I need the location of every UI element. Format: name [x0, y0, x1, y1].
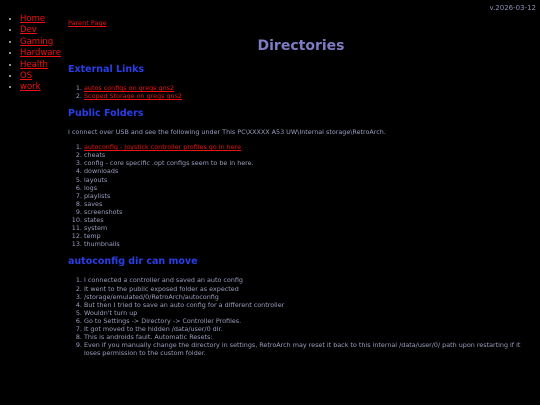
list-item: 10. states	[84, 216, 534, 224]
page-title: Directories	[257, 38, 345, 54]
list-item	[84, 84, 534, 92]
list-item: 2. It went to the public exposed folder as expected	[84, 285, 534, 293]
nav-link-health[interactable]: Health	[20, 59, 48, 70]
public-folders-section	[68, 108, 534, 248]
nav-link-work[interactable]: work	[20, 82, 41, 93]
list-item	[84, 92, 534, 100]
folder-link-autoconfig[interactable]: autoconfig - Joystick controller profiles go in here	[84, 143, 242, 152]
list-item: 4. downloads	[84, 167, 534, 175]
list-item: 5. layouts	[84, 176, 534, 184]
list-item: 3. config - core specific .opt configs seem to be in here.	[84, 159, 534, 167]
nav-item-gaming	[20, 37, 68, 48]
nav-item-health	[20, 60, 68, 71]
nav-link-hardware[interactable]: Hardware	[20, 48, 62, 59]
nav-item-work	[20, 82, 68, 93]
nav-item-home	[20, 14, 68, 25]
version-label: v.2026-03-12	[489, 4, 536, 12]
autoconfig-section	[68, 256, 534, 357]
nav-link-gaming[interactable]: Gaming	[20, 36, 54, 47]
list-item: 7. playlists	[84, 192, 534, 200]
external-links-list	[68, 84, 534, 100]
list-item: 3. /storage/emulated/0/RetroArch/autoconfig	[84, 293, 534, 301]
autoconfig-steps-list	[68, 276, 534, 357]
external-link-autos-configs[interactable]: autos configs on gregs gns2	[84, 84, 175, 92]
public-folders-heading: Public Folders	[68, 108, 144, 120]
nav-link-home[interactable]: Home	[20, 14, 46, 24]
nav-item-dev	[20, 25, 68, 36]
list-item	[84, 143, 534, 151]
list-item: 11. system	[84, 224, 534, 232]
public-folders-intro: I connect over USB and see the following under This PC\XXXXX A53 UW\Internal storage\RetroArch.	[68, 128, 386, 137]
list-item: 8. saves	[84, 200, 534, 208]
list-item: 12. temp	[84, 232, 534, 240]
main-content	[68, 10, 534, 365]
list-item: 8. This is androids fault. Automatic Resets:	[84, 333, 534, 341]
nav-link-os[interactable]: OS	[20, 71, 33, 82]
external-link-scoped-storage[interactable]: Scoped Storage on gregs gns2	[84, 92, 182, 101]
list-item: 1. I connected a controller and saved an auto config	[84, 276, 534, 284]
list-item: 9. screenshots	[84, 208, 534, 216]
public-folders-list	[68, 143, 534, 248]
autoconfig-heading: autoconfig dir can move	[68, 256, 198, 268]
list-item: 4. But then I tried to save an auto config for a different controller	[84, 301, 534, 309]
list-item: 6. logs	[84, 184, 534, 192]
list-item: 2. cheats	[84, 151, 534, 159]
nav-link-dev[interactable]: Dev	[20, 25, 37, 36]
sidebar-nav	[8, 14, 68, 94]
list-item: 9. Even if you manually change the directory in settings, RetroArch may reset it back to this internal /data/user/0/ path upon restarting if it loses permission to the custom folder.	[84, 341, 534, 357]
parent-page-link[interactable]: Parent Page	[68, 19, 107, 27]
nav-item-hardware	[20, 48, 68, 59]
external-links-heading: External Links	[68, 64, 145, 75]
nav-item-os	[20, 71, 68, 82]
list-item: 5. Wouldn't turn up	[84, 309, 534, 317]
nav-list	[8, 14, 68, 94]
list-item: 6. Go to Settings -> Directory -> Controller Profiles.	[84, 317, 534, 325]
external-links-section	[68, 64, 534, 100]
list-item: 13. thumbnails	[84, 240, 534, 248]
list-item: 7. It got moved to the hidden /data/user/0 dir.	[84, 325, 534, 333]
